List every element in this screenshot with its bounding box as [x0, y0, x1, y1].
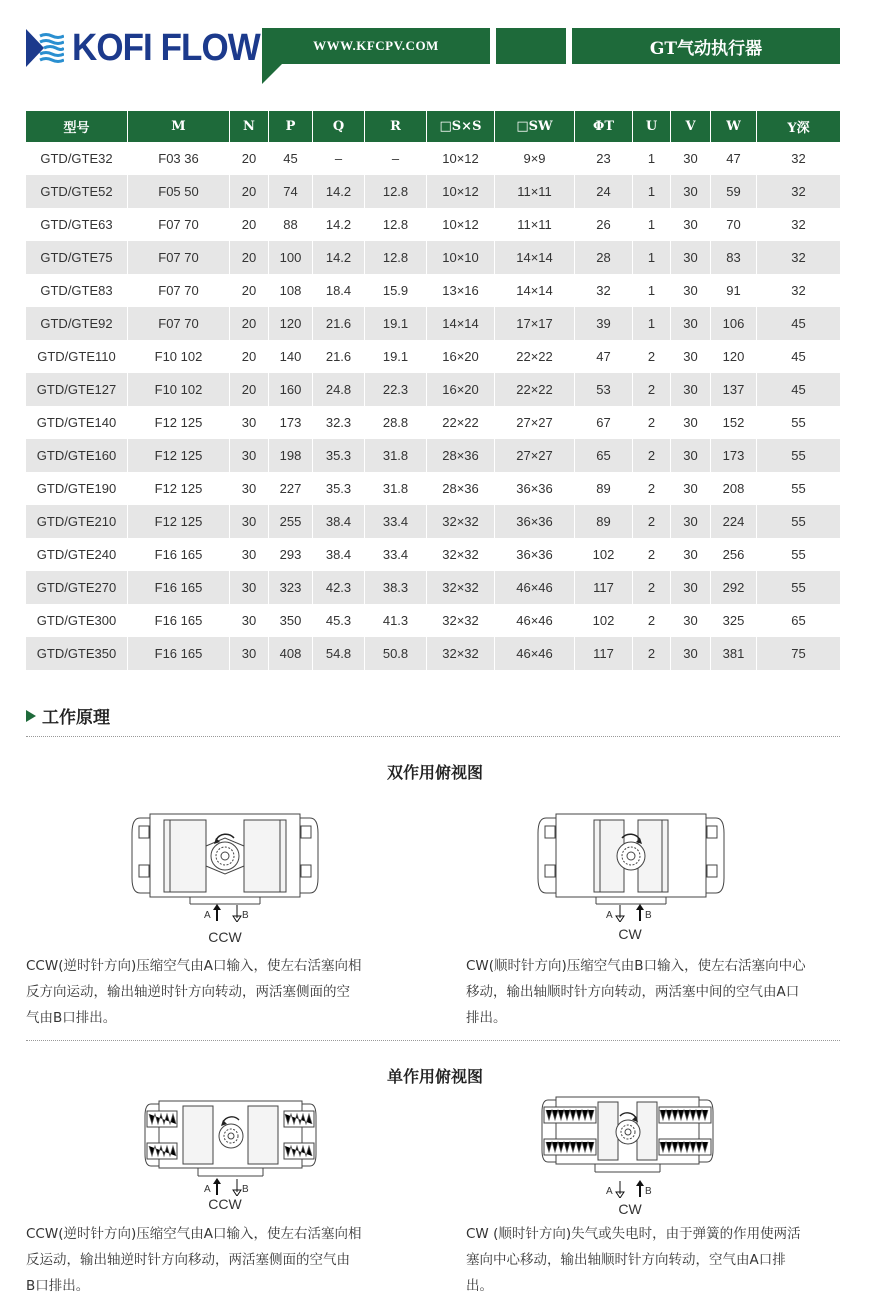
table-cell: 10×12 — [427, 208, 495, 241]
table-cell: F05 50 — [128, 175, 230, 208]
table-cell: 55 — [757, 505, 840, 538]
single-acting-ccw-diagram — [143, 1098, 318, 1180]
column-header: □S×S — [427, 111, 495, 142]
table-cell: 2 — [633, 439, 671, 472]
column-header: Y深 — [757, 111, 840, 142]
model-cell: GTD/GTE240 — [26, 538, 128, 571]
table-cell: 83 — [711, 241, 757, 274]
table-cell: 2 — [633, 637, 671, 670]
model-cell: GTD/GTE75 — [26, 241, 128, 274]
table-cell: 28×36 — [427, 439, 495, 472]
table-cell: 20 — [230, 208, 269, 241]
table-cell: 55 — [757, 571, 840, 604]
table-cell: 21.6 — [313, 307, 365, 340]
table-cell: F03 36 — [128, 142, 230, 175]
table-cell: 2 — [633, 373, 671, 406]
table-cell: – — [365, 142, 427, 175]
table-cell: 13×16 — [427, 274, 495, 307]
column-header: Q — [313, 111, 365, 142]
table-cell: 106 — [711, 307, 757, 340]
single-ccw-description: CCW(逆时针方向)压缩空气由A口输入，使左右活塞向相 反运动，输出轴逆时针方向移动，两活塞侧面的空气由 B口排出。 — [26, 1226, 362, 1294]
double-acting-cw-diagram — [536, 808, 726, 908]
table-cell: 14.2 — [313, 175, 365, 208]
logo-mark-icon — [26, 29, 64, 67]
table-cell: 27×27 — [495, 406, 575, 439]
table-row — [26, 142, 840, 175]
table-cell: F10 102 — [128, 340, 230, 373]
table-cell: 12.8 — [365, 175, 427, 208]
table-cell: 30 — [230, 571, 269, 604]
table-cell: 18.4 — [313, 274, 365, 307]
column-header: V — [671, 111, 711, 142]
table-cell: 350 — [269, 604, 313, 637]
table-row — [26, 274, 840, 307]
table-cell: 22×22 — [427, 406, 495, 439]
table-cell: 256 — [711, 538, 757, 571]
table-cell: 33.4 — [365, 538, 427, 571]
table-cell: 9×9 — [495, 142, 575, 175]
table-cell: 32 — [575, 274, 633, 307]
table-cell: 23 — [575, 142, 633, 175]
table-cell: 137 — [711, 373, 757, 406]
table-cell: F16 165 — [128, 538, 230, 571]
dotted-divider — [26, 736, 840, 737]
table-cell: 35.3 — [313, 472, 365, 505]
header-tab-tail — [262, 64, 282, 84]
table-cell: 30 — [671, 307, 711, 340]
table-cell: 47 — [575, 340, 633, 373]
table-cell: 120 — [269, 307, 313, 340]
table-cell: 20 — [230, 307, 269, 340]
table-cell: 45 — [757, 373, 840, 406]
table-cell: 30 — [671, 571, 711, 604]
table-cell: 30 — [671, 472, 711, 505]
table-row — [26, 439, 840, 472]
table-cell: 173 — [269, 406, 313, 439]
table-row — [26, 373, 840, 406]
table-cell: 20 — [230, 373, 269, 406]
table-cell: 55 — [791, 547, 806, 562]
table-cell: 30 — [671, 406, 711, 439]
port-a-label: A — [204, 1184, 211, 1195]
table-cell: 19.1 — [365, 340, 427, 373]
table-cell: – — [313, 142, 365, 175]
column-header: 型号 — [26, 111, 128, 142]
table-cell: 15.9 — [365, 274, 427, 307]
table-row — [26, 604, 840, 637]
port-a-label: A — [204, 910, 211, 921]
column-header: P — [269, 111, 313, 142]
table-cell: 117 — [575, 571, 633, 604]
table-cell: 16×20 — [427, 373, 495, 406]
table-cell: F07 70 — [128, 307, 230, 340]
table-cell: F12 125 — [128, 472, 230, 505]
port-b-label: B — [645, 1186, 652, 1197]
table-cell: F10 102 — [128, 373, 230, 406]
table-row — [26, 472, 840, 505]
table-cell: 32×32 — [427, 604, 495, 637]
table-row — [26, 505, 840, 538]
table-cell: 24 — [575, 175, 633, 208]
table-cell: 227 — [269, 472, 313, 505]
table-cell: F16 165 — [128, 637, 230, 670]
table-cell: 12.8 — [365, 208, 427, 241]
table-cell: 28.8 — [365, 406, 427, 439]
table-cell: 39 — [575, 307, 633, 340]
dotted-divider — [26, 1040, 840, 1041]
double-ccw-caption: CCW — [208, 929, 242, 945]
table-cell: 30 — [671, 274, 711, 307]
port-b-label: B — [242, 1184, 249, 1195]
table-cell: 2 — [633, 472, 671, 505]
table-cell: 30 — [230, 505, 269, 538]
table-row — [26, 307, 840, 340]
table-cell: 38.3 — [365, 571, 427, 604]
model-cell: GTD/GTE32 — [26, 142, 128, 175]
table-cell: 65 — [791, 613, 806, 628]
table-cell: 10×12 — [427, 175, 495, 208]
table-cell: 30 — [671, 208, 711, 241]
table-cell: 381 — [711, 637, 757, 670]
table-cell: 11×11 — [495, 208, 575, 241]
table-cell: 30 — [671, 439, 711, 472]
table-cell: 120 — [711, 340, 757, 373]
table-cell: 30 — [671, 241, 711, 274]
single-acting-cw-diagram — [540, 1094, 715, 1176]
table-cell: 30 — [230, 538, 269, 571]
table-cell: 45 — [791, 349, 806, 364]
table-cell: 35.3 — [313, 439, 365, 472]
double-acting-title: 双作用俯视图 — [386, 763, 483, 782]
model-cell: GTD/GTE110 — [26, 340, 128, 373]
table-cell: 30 — [230, 472, 269, 505]
table-cell: 1 — [633, 307, 671, 340]
model-cell: GTD/GTE92 — [26, 307, 128, 340]
model-cell: GTD/GTE300 — [26, 604, 128, 637]
double-cw-description: CW(顺时针方向)压缩空气由B口输入，使左右活塞向中心 移动，输出轴顺时针方向转动，两活塞中间的空气由A口 排出。 — [466, 958, 806, 1026]
table-cell: 30 — [671, 637, 711, 670]
table-cell: 30 — [671, 175, 711, 208]
table-cell: 30 — [230, 637, 269, 670]
table-row — [26, 175, 840, 208]
section-title: 工作原理 — [42, 708, 110, 728]
table-cell: 45.3 — [313, 604, 365, 637]
table-cell: 30 — [230, 604, 269, 637]
table-cell: 36×36 — [495, 538, 575, 571]
table-cell: 54.8 — [313, 637, 365, 670]
table-cell: 292 — [711, 571, 757, 604]
model-cell: GTD/GTE52 — [26, 175, 128, 208]
logo — [26, 28, 276, 68]
column-header: N — [230, 111, 269, 142]
table-cell: 102 — [575, 604, 633, 637]
table-cell: 1 — [633, 142, 671, 175]
table-cell: 67 — [575, 406, 633, 439]
table-cell: 20 — [230, 274, 269, 307]
table-cell: 38.4 — [313, 505, 365, 538]
table-cell: 65 — [575, 439, 633, 472]
port-b-label: B — [645, 910, 652, 921]
table-cell: 117 — [575, 637, 633, 670]
table-cell: 45 — [757, 307, 840, 340]
double-cw-port-arrows — [610, 904, 650, 922]
table-cell: 173 — [711, 439, 757, 472]
table-cell: 2 — [633, 571, 671, 604]
table-cell: 140 — [269, 340, 313, 373]
table-cell: 14×14 — [495, 274, 575, 307]
table-cell: 45 — [269, 142, 313, 175]
column-header: ΦT — [575, 111, 633, 142]
table-cell: 30 — [671, 538, 711, 571]
table-cell: 255 — [269, 505, 313, 538]
table-cell: 46×46 — [495, 637, 575, 670]
table-cell: 2 — [633, 538, 671, 571]
table-cell: 30 — [671, 340, 711, 373]
column-header: M — [128, 111, 230, 142]
double-cw-caption: CW — [618, 926, 642, 942]
table-cell: 10×12 — [427, 142, 495, 175]
port-b-label: B — [242, 910, 249, 921]
table-cell: 198 — [269, 439, 313, 472]
table-cell: 22.3 — [365, 373, 427, 406]
column-header: U — [633, 111, 671, 142]
spec-table — [26, 111, 840, 670]
table-cell: 408 — [269, 637, 313, 670]
table-cell: 46×46 — [495, 571, 575, 604]
column-header: □SW — [495, 111, 575, 142]
table-cell: 27×27 — [495, 439, 575, 472]
table-cell: 32×32 — [427, 538, 495, 571]
table-cell: 160 — [269, 373, 313, 406]
table-cell: 53 — [575, 373, 633, 406]
model-cell: GTD/GTE210 — [26, 505, 128, 538]
table-cell: 32 — [791, 283, 806, 298]
table-cell: 31.8 — [365, 439, 427, 472]
double-ccw-description: CCW(逆时针方向)压缩空气由A口输入，使左右活塞向相 反方向运动，输出轴逆时针方向转动，两活塞侧面的空 气由B口排出。 — [26, 958, 362, 1026]
table-cell: 47 — [711, 142, 757, 175]
port-a-label: A — [606, 1186, 613, 1197]
table-cell: 88 — [269, 208, 313, 241]
single-cw-caption: CW — [618, 1201, 642, 1217]
website-url[interactable]: WWW.KFCPV.COM — [262, 28, 490, 64]
table-cell: 32×32 — [427, 505, 495, 538]
table-cell: 41.3 — [365, 604, 427, 637]
table-cell: F07 70 — [128, 208, 230, 241]
table-cell: F07 70 — [128, 241, 230, 274]
model-cell: GTD/GTE160 — [26, 439, 128, 472]
table-cell: 14×14 — [427, 307, 495, 340]
table-cell: 224 — [711, 505, 757, 538]
table-cell: 24.8 — [313, 373, 365, 406]
table-cell: 32 — [791, 151, 806, 166]
table-cell: 32×32 — [427, 571, 495, 604]
port-a-label: A — [606, 910, 613, 921]
table-cell: 20 — [230, 241, 269, 274]
table-cell: 30 — [671, 373, 711, 406]
table-cell: 36×36 — [495, 505, 575, 538]
table-row — [26, 637, 840, 670]
table-cell: 55 — [757, 439, 840, 472]
model-cell: GTD/GTE83 — [26, 274, 128, 307]
table-header-row — [26, 111, 840, 142]
table-cell: 2 — [633, 406, 671, 439]
table-cell: 17×17 — [495, 307, 575, 340]
table-row — [26, 538, 840, 571]
model-cell: GTD/GTE270 — [26, 571, 128, 604]
table-cell: 1 — [633, 175, 671, 208]
page-title: GT气动执行器 — [572, 28, 840, 64]
table-cell: 1 — [633, 208, 671, 241]
table-cell: 100 — [269, 241, 313, 274]
model-cell: GTD/GTE350 — [26, 637, 128, 670]
table-cell: F16 165 — [128, 604, 230, 637]
single-cw-port-arrows — [610, 1180, 650, 1198]
table-cell: 91 — [711, 274, 757, 307]
table-row — [26, 571, 840, 604]
table-cell: 74 — [269, 175, 313, 208]
table-cell: 89 — [575, 472, 633, 505]
table-cell: 32 — [757, 241, 840, 274]
table-cell: 19.1 — [365, 307, 427, 340]
table-cell: F12 125 — [128, 439, 230, 472]
table-cell: 32 — [757, 175, 840, 208]
table-cell: 42.3 — [313, 571, 365, 604]
table-cell: 14.2 — [313, 208, 365, 241]
table-cell: 30 — [671, 142, 711, 175]
table-cell: 59 — [711, 175, 757, 208]
table-cell: 32 — [791, 217, 806, 232]
single-ccw-port-arrows — [205, 1178, 245, 1196]
table-cell: 152 — [711, 406, 757, 439]
model-cell: GTD/GTE190 — [26, 472, 128, 505]
table-cell: F16 165 — [128, 571, 230, 604]
table-cell: 2 — [633, 604, 671, 637]
table-cell: 38.4 — [313, 538, 365, 571]
table-cell: F07 70 — [128, 274, 230, 307]
triangle-bullet-icon — [26, 710, 36, 722]
table-cell: 33.4 — [365, 505, 427, 538]
double-ccw-port-arrows — [205, 904, 245, 922]
model-cell: GTD/GTE63 — [26, 208, 128, 241]
table-row — [26, 340, 840, 373]
table-cell: 108 — [269, 274, 313, 307]
table-cell: 55 — [791, 481, 806, 496]
table-cell: 22×22 — [495, 373, 575, 406]
table-cell: 30 — [671, 604, 711, 637]
table-row — [26, 406, 840, 439]
table-cell: 89 — [575, 505, 633, 538]
table-cell: 323 — [269, 571, 313, 604]
table-cell: 30 — [671, 505, 711, 538]
single-acting-title: 单作用俯视图 — [386, 1067, 483, 1086]
table-cell: 20 — [230, 340, 269, 373]
table-cell: 208 — [711, 472, 757, 505]
table-cell: 12.8 — [365, 241, 427, 274]
table-cell: 22×22 — [495, 340, 575, 373]
table-cell: 36×36 — [495, 472, 575, 505]
table-cell: 16×20 — [427, 340, 495, 373]
table-cell: 32.3 — [313, 406, 365, 439]
table-cell: 75 — [757, 637, 840, 670]
table-cell: 1 — [633, 241, 671, 274]
table-cell: 325 — [711, 604, 757, 637]
table-cell: 30 — [230, 439, 269, 472]
table-cell: 21.6 — [313, 340, 365, 373]
table-row — [26, 241, 840, 274]
table-cell: 46×46 — [495, 604, 575, 637]
table-cell: 70 — [711, 208, 757, 241]
table-cell: 14.2 — [313, 241, 365, 274]
table-cell: F12 125 — [128, 505, 230, 538]
model-cell: GTD/GTE127 — [26, 373, 128, 406]
column-header: R — [365, 111, 427, 142]
table-cell: 20 — [230, 142, 269, 175]
table-cell: 102 — [575, 538, 633, 571]
table-cell: F12 125 — [128, 406, 230, 439]
table-cell: 20 — [230, 175, 269, 208]
table-cell: 28×36 — [427, 472, 495, 505]
table-cell: 1 — [633, 274, 671, 307]
table-cell: 293 — [269, 538, 313, 571]
table-cell: 10×10 — [427, 241, 495, 274]
header-bar-segment — [496, 28, 566, 64]
table-row — [26, 208, 840, 241]
double-acting-ccw-diagram — [130, 808, 320, 908]
table-cell: 50.8 — [365, 637, 427, 670]
table-cell: 31.8 — [365, 472, 427, 505]
logo-text: KOFI FLOW — [72, 27, 260, 69]
table-cell: 30 — [230, 406, 269, 439]
table-cell: 14×14 — [495, 241, 575, 274]
table-cell: 11×11 — [495, 175, 575, 208]
table-cell: 55 — [791, 415, 806, 430]
single-cw-description: CW (顺时针方向)失气或失电时，由于弹簧的作用使两活 塞向中心移动，输出轴顺时针方向转动，空气由A口排 出。 — [466, 1226, 801, 1294]
table-cell: 32×32 — [427, 637, 495, 670]
column-header: W — [711, 111, 757, 142]
table-cell: 28 — [575, 241, 633, 274]
model-cell: GTD/GTE140 — [26, 406, 128, 439]
table-cell: 26 — [575, 208, 633, 241]
table-cell: 2 — [633, 505, 671, 538]
section-heading — [26, 703, 110, 728]
table-cell: 2 — [633, 340, 671, 373]
single-ccw-caption: CCW — [208, 1196, 242, 1212]
